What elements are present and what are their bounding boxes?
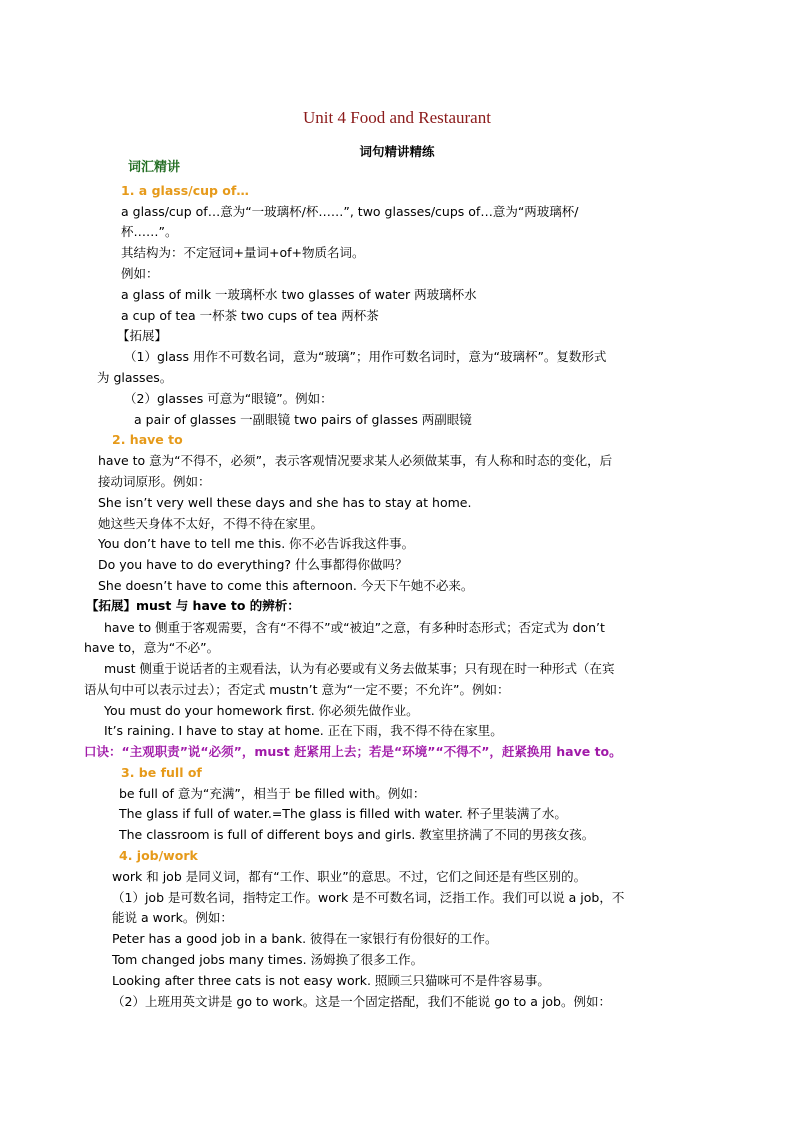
text-line: 语从句中可以表示过去）；否定式 mustn’t 意为“一定不要；不允许”。例如： bbox=[84, 682, 510, 697]
text-line: 能说 a work。例如： bbox=[112, 910, 233, 925]
text-line: have to，意为“不必”。 bbox=[84, 640, 220, 655]
example-line: You don’t have to tell me this. 你不必告诉我这件事。 bbox=[98, 536, 415, 551]
extension-label: 【拓展】 bbox=[117, 328, 168, 343]
example-line: Do you have to do everything? 什么事都得你做吗？ bbox=[98, 557, 408, 572]
text-line: 其结构为：不定冠词+量词+of+物质名词。 bbox=[121, 245, 365, 260]
example-line: She doesn’t have to come this afternoon. 今天下午她不必来。 bbox=[98, 578, 474, 593]
text-line: 例如： bbox=[121, 266, 159, 281]
extension-heading: 【拓展】must 与 have to 的辨析： bbox=[86, 598, 300, 613]
mnemonic-line: 口诀：“主观职责”说“必须”，must 赶紧用上去；若是“环境”“不得不”，赶紧换用 have to。 bbox=[84, 744, 622, 759]
item-heading-4: 4. job/work bbox=[119, 848, 198, 863]
text-line: have to 意为“不得不，必须”，表示客观情况要求某人必须做某事，有人称和时态的变化，后 bbox=[98, 453, 613, 468]
example-line: Looking after three cats is not easy work. 照顾三只猫咪可不是件容易事。 bbox=[112, 973, 550, 988]
text-line: work 和 job 是同义词，都有“工作、职业”的意思。不过，它们之间还是有些区别的。 bbox=[112, 869, 587, 884]
text-line: be full of 意为“充满”，相当于 be filled with。例如： bbox=[119, 786, 426, 801]
example-line: a glass of milk 一玻璃杯水 two glasses of water 两玻璃杯水 bbox=[121, 287, 477, 302]
page-subtitle: 词句精讲精练 bbox=[359, 144, 435, 159]
example-line: a cup of tea 一杯茶 two cups of tea 两杯茶 bbox=[121, 308, 379, 323]
text-line: must 侧重于说话者的主观看法，认为有必要或有义务去做某事；只有现在时一种形式（在宾 bbox=[104, 661, 615, 676]
text-line: 为 glasses。 bbox=[97, 370, 173, 385]
item-heading-3: 3. be full of bbox=[121, 765, 202, 780]
item-heading-1: 1. a glass/cup of… bbox=[121, 183, 249, 198]
example-line: 她这些天身体不太好，不得不待在家里。 bbox=[98, 516, 324, 531]
text-line: 接动词原形。例如： bbox=[98, 474, 211, 489]
example-line: You must do your homework first. 你必须先做作业。 bbox=[104, 703, 419, 718]
example-line: The classroom is full of different boys and girls. 教室里挤满了不同的男孩女孩。 bbox=[119, 827, 595, 842]
text-line: a glass/cup of…意为“一玻璃杯/杯……”, two glasses/cups of…意为“两玻璃杯/ bbox=[121, 204, 579, 219]
example-line: Peter has a good job in a bank. 彼得在一家银行有份很好的工作。 bbox=[112, 931, 498, 946]
example-line: a pair of glasses 一副眼镜 two pairs of glasses 两副眼镜 bbox=[134, 412, 472, 427]
example-line: She isn’t very well these days and she has to stay at home. bbox=[98, 495, 472, 510]
item-heading-2: 2. have to bbox=[112, 432, 183, 447]
text-line: （1）glass 用作不可数名词，意为“玻璃”；用作可数名词时，意为“玻璃杯”。复数形式 bbox=[124, 349, 607, 364]
text-line: 杯……”。 bbox=[121, 224, 178, 239]
text-line: have to 侧重于客观需要，含有“不得不”或“被迫”之意，有多种时态形式；否定式为 don’t bbox=[104, 620, 605, 635]
example-line: The glass if full of water.=The glass is filled with water. 杯子里装满了水。 bbox=[119, 806, 567, 821]
text-line: （2）上班用英文讲是 go to work。这是一个固定搭配，我们不能说 go to a job。例如： bbox=[112, 994, 611, 1009]
example-line: It’s raining. I have to stay at home. 正在下雨，我不得不待在家里。 bbox=[104, 723, 503, 738]
example-line: Tom changed jobs many times. 汤姆换了很多工作。 bbox=[112, 952, 424, 967]
page-title: Unit 4 Food and Restaurant bbox=[303, 108, 491, 127]
text-line: （2）glasses 可意为“眼镜”。例如： bbox=[124, 391, 333, 406]
text-line: （1）job 是可数名词，指特定工作。work 是不可数名词，泛指工作。我们可以说 a job，不 bbox=[112, 890, 625, 905]
section-heading: 词汇精讲 bbox=[128, 160, 181, 175]
